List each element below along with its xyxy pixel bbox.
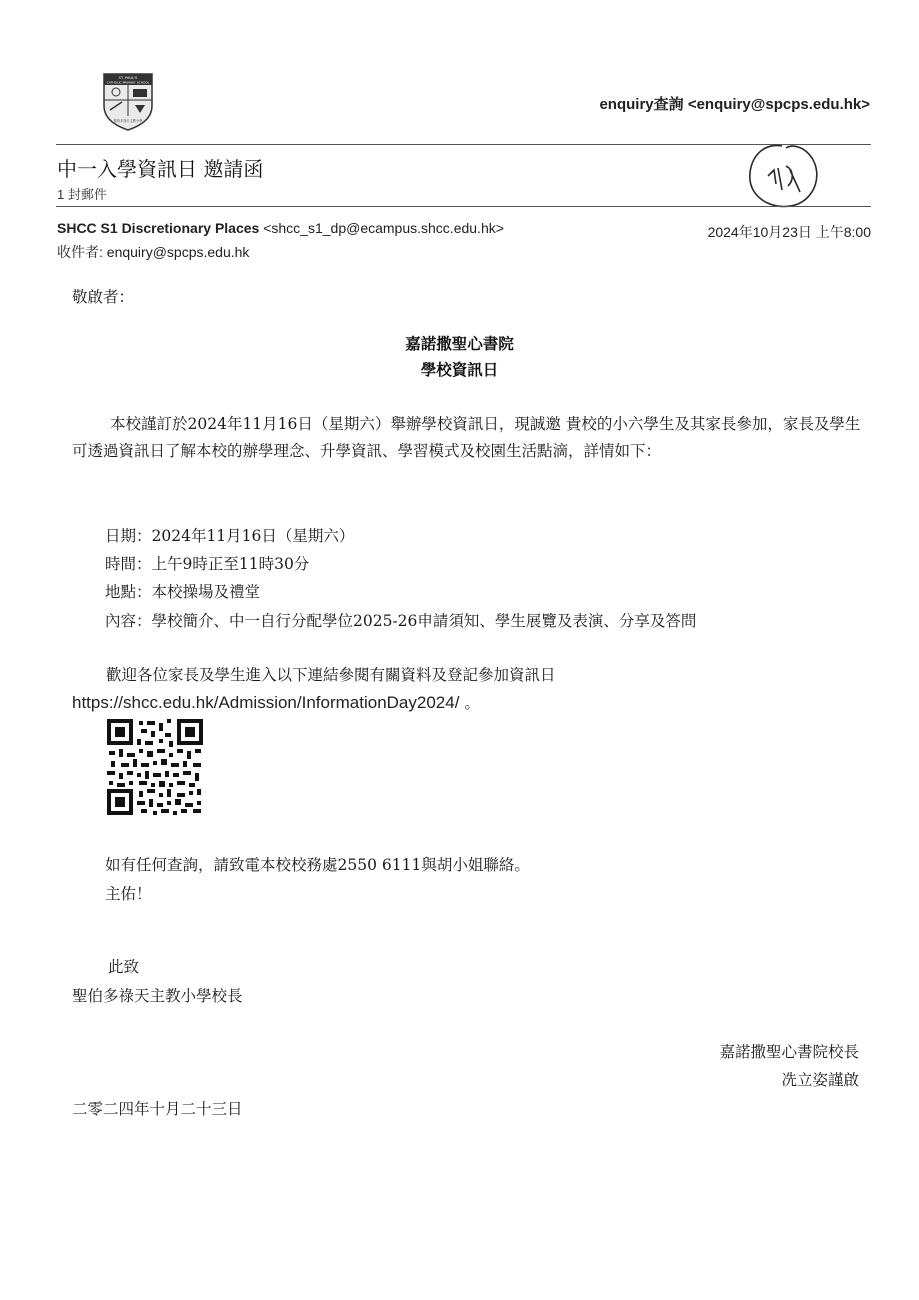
crest-text-bottom: 聖伯多祿天主教小學 — [113, 119, 143, 123]
intro-paragraph: 本校謹訂於2024年11月16日（星期六）舉辦學校資訊日，現誠邀 貴校的小六學生及其家長參加，家長及學生可透過資訊日了解本校的辦學理念、升學資訊、學習模式及校園生活點滴，詳情如下： — [72, 415, 861, 460]
event-title: 學校資訊日 — [420, 360, 499, 379]
email-sender[interactable] — [57, 220, 504, 236]
addressee-line: 聖伯多祿天主教小學校長 — [72, 987, 243, 1005]
letter-date: 二零二四年十月二十三日 — [72, 1100, 243, 1118]
school-name: 嘉諾撒聖心書院 — [405, 334, 514, 353]
handwritten-initial-icon — [742, 140, 824, 214]
subject-divider — [56, 206, 871, 207]
qr-code-icon[interactable] — [107, 719, 203, 815]
detail-date: 日期：2024年11月16日（星期六） — [105, 527, 355, 545]
mailbox-header: enquiry查詢 <enquiry@spcps.edu.hk> — [599, 96, 870, 113]
detail-venue: 地點：本校操場及禮堂 — [105, 583, 261, 601]
info-day-link[interactable]: https://shcc.edu.hk/Admission/InformationDay2024/ — [72, 693, 460, 712]
email-subject: 中一入學資訊日 邀請函 — [57, 157, 264, 181]
sender-address: <shcc_s1_dp@ecampus.shcc.edu.hk> — [263, 220, 504, 236]
signature-name: 冼立姿謹啟 — [781, 1071, 859, 1089]
school-crest-icon — [98, 70, 158, 132]
welcome-end: 。 — [459, 694, 480, 712]
closing-line: 此致 — [108, 958, 140, 976]
email-recipient: 收件者: enquiry@spcps.edu.hk — [57, 244, 250, 260]
crest-text-banner: CATHOLIC PRIMARY SCHOOL — [106, 80, 150, 85]
welcome-paragraph — [72, 661, 862, 717]
detail-content: 內容：學校簡介、中一自行分配學位2025-26申請須知、學生展覽及表演、分享及答問 — [105, 612, 697, 630]
salutation: 敬啟者： — [72, 288, 135, 306]
welcome-text: 歡迎各位家長及學生進入以下連結參閱有關資料及登記參加資訊日 — [106, 666, 556, 684]
signature-title: 嘉諾撒聖心書院校長 — [719, 1043, 859, 1061]
detail-time: 時間：上午9時正至11時30分 — [105, 555, 310, 573]
enquiry-line: 如有任何查詢，請致電本校校務處2550 6111與胡小姐聯絡。 — [105, 856, 530, 874]
message-count: 1 封郵件 — [57, 187, 107, 202]
email-date: 2024年10月23日 上午8:00 — [707, 224, 871, 240]
sender-name: SHCC S1 Discretionary Places — [57, 220, 260, 236]
blessing-line: 主佑！ — [105, 885, 152, 903]
crest-text-top: ST. PAUL'S — [118, 76, 138, 80]
